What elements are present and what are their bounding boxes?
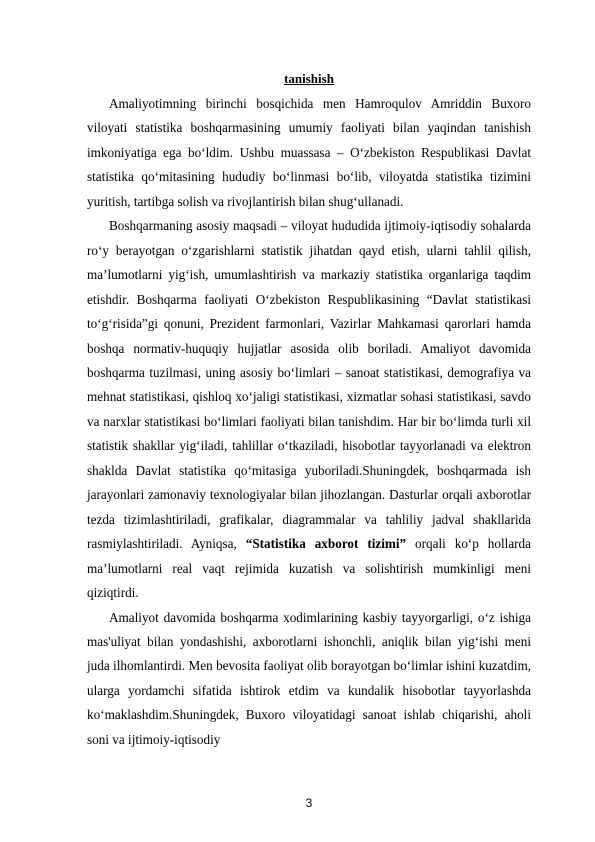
page-number: 3 xyxy=(305,796,313,810)
paragraph-2-bold-term: “Statistika axborot tizimi” xyxy=(245,536,407,552)
section-title: tanishish xyxy=(284,71,334,86)
paragraph-2 xyxy=(87,214,531,605)
paragraph-1: Amaliyotimning birinchi bosqichida men Hamroqulov Amriddin Buxoro viloyati statistika boshqarmasining umumiy faoliyati bilan yaqindan tanishish imkoniyatiga ega bo‘ldim. Ushbu muassasa – O‘zbekiston Respublikasi Davlat statistika qo‘mitasining hududiy bo‘linmasi bo‘lib, viloyatda statistika tizimini yuritish, tartibga solish va rivojlantirish bilan shug‘ullanadi. xyxy=(87,96,531,209)
paragraph-2-text-end: orqali ko‘p hollarda ma’lumotlarni real vaqt rejimida kuzatish va solishtirish mumkinligi meni qiziqtirdi. xyxy=(87,536,532,601)
paragraph-3: Amaliyot davomida boshqarma xodimlarining kasbiy tayyorgarligi, o‘z ishiga mas'uliyat bilan yondashishi, axborotlarni ishonchli, aniqlik bilan yig‘ishi meni juda ilhomlantirdi. Men bevosita faoliyat olib borayotgan bo‘limlar ishini kuzatdim, ularga yordamchi sifatida ishtirok etdim va kundalik hisobotlar tayyorlashda ko‘maklashdim.Shuningdek, Buxoro viloyatidagi sanoat ishlab chiqarishi, aholi soni va ijtimoiy-iqtisodiy xyxy=(87,609,531,747)
document-body xyxy=(87,92,531,752)
paragraph-2-text-start: Boshqarmaning asosiy maqsadi – viloyat hududida ijtimoiy-iqtisodiy sohalarda ro‘y berayotgan o‘zgarishlarni statistik jihatdan qayd etish, ularni tahlil qilish, ma’lumotlarni yig‘ish, umumlashtirish va markaziy statistika organlariga taqdim etishdir. Boshqarma faoliyati O‘zbekiston Respublikasining “Davlat statistikasi to‘g‘risida”gi qonuni, Prezident farmonlari, Vazirlar Mahkamasi qarorlari hamda boshqa normativ-huquqiy hujjatlar asosida olib boriladi. Amaliyot davomida boshqarma tuzilmasi, uning asosiy bo‘limlari – sanoat statistikasi, demografiya va mehnat statistikasi, qishloq xo‘jaligi statistikasi, xizmatlar sohasi statistikasi, savdo va narxlar statistikasi bo‘limlari faoliyati bilan tanishdim. Har bir bo‘limda turli xil statistik shakllar yig‘iladi, tahlillar o‘tkaziladi, hisobotlar tayyorlanadi va elektron shaklda Davlat statistika qo‘mitasiga yuboriladi.Shuningdek, boshqarmada ish jarayonlari zamonaviy texnologiyalar bilan jihozlangan. Dasturlar orqali axborotlar tezda tizimlashtiriladi, grafikalar, diagrammalar va tahliliy jadval shakllarida rasmiylashtiriladi. Ayniqsa, xyxy=(87,218,531,552)
